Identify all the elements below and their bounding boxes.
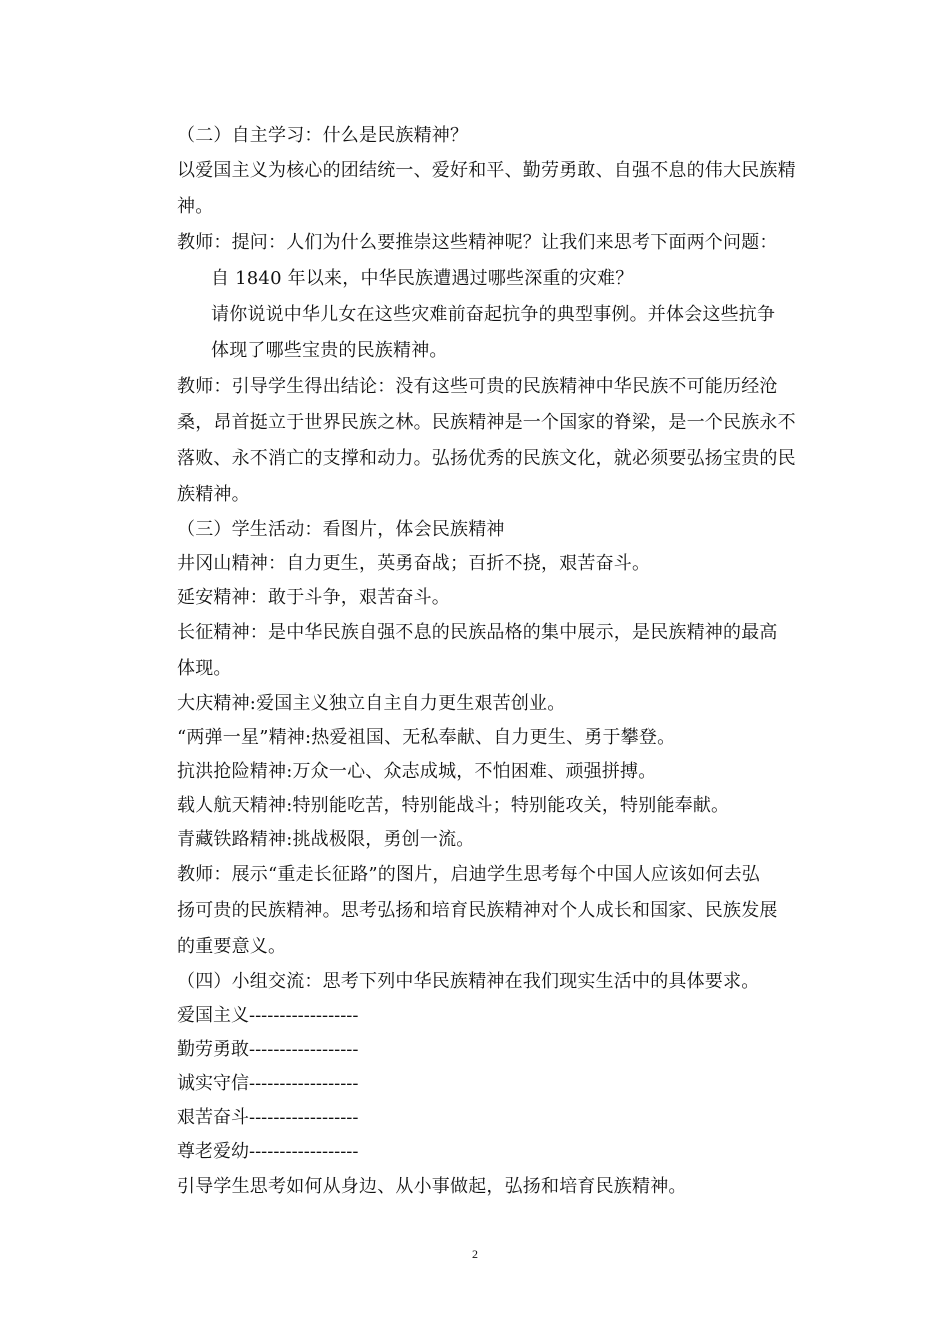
spirit-item: “两弹一星”精神:热爱祖国、无私奉献、自力更生、勇于攀登。 — [177, 727, 676, 748]
spirit-item: 延安精神：敢于斗争，艰苦奋斗。 — [177, 587, 450, 608]
spirit-item: 井冈山精神：自力更生，英勇奋战；百折不挠，艰苦奋斗。 — [177, 553, 651, 574]
fill-in-item: 爱国主义------------------ — [177, 1005, 359, 1026]
spirit-item: 载人航天精神:特别能吃苦，特别能战斗；特别能攻关，特别能奉献。 — [177, 795, 730, 816]
question-item: 体现了哪些宝贵的民族精神。 — [211, 340, 448, 361]
paragraph-line: 引导学生思考如何从身边、从小事做起，弘扬和培育民族精神。 — [177, 1176, 687, 1197]
spirit-item: 抗洪抢险精神:万众一心、众志成城，不怕困难、顽强拼搏。 — [177, 761, 657, 782]
paragraph-line: 教师：引导学生得出结论：没有这些可贵的民族精神中华民族不可能历经沧 — [177, 376, 778, 397]
paragraph-line: 族精神。 — [177, 484, 250, 505]
paragraph-line: 教师：展示“重走长征路”的图片，启迪学生思考每个中国人应该如何去弘 — [177, 864, 761, 885]
spirit-item: 青藏铁路精神:挑战极限，勇创一流。 — [177, 829, 475, 850]
fill-in-item: 勤劳勇敢------------------ — [177, 1039, 359, 1060]
spirit-item: 体现。 — [177, 658, 232, 679]
document-body — [177, 119, 817, 1205]
paragraph-line: 的重要意义。 — [177, 936, 287, 957]
spirit-item: 长征精神：是中华民族自强不息的民族品格的集中展示，是民族精神的最高 — [177, 622, 778, 643]
question-item: 自 1840 年以来，中华民族遭遇过哪些深重的灾难？ — [211, 268, 634, 289]
section-heading: （二）自主学习：什么是民族精神？ — [177, 125, 469, 146]
paragraph-line: 以爱国主义为核心的团结统一、爱好和平、勤劳勇敢、自强不息的伟大民族精 — [177, 160, 796, 181]
fill-in-item: 艰苦奋斗------------------ — [177, 1107, 359, 1128]
paragraph-line: 神。 — [177, 196, 214, 217]
page-number: 2 — [472, 1247, 478, 1261]
fill-in-item: 诚实守信------------------ — [177, 1073, 359, 1094]
fill-in-item: 尊老爱幼------------------ — [177, 1141, 359, 1162]
question-item: 请你说说中华儿女在这些灾难前奋起抗争的典型事例。并体会这些抗争 — [211, 304, 776, 325]
section-heading: （四）小组交流：思考下列中华民族精神在我们现实生活中的具体要求。 — [177, 971, 760, 992]
section-heading: （三）学生活动：看图片，体会民族精神 — [177, 519, 505, 540]
paragraph-line: 教师：提问：人们为什么要推崇这些精神呢？让我们来思考下面两个问题： — [177, 232, 778, 253]
paragraph-line: 桑，昂首挺立于世界民族之林。民族精神是一个国家的脊梁，是一个民族永不 — [177, 412, 796, 433]
spirit-item: 大庆精神:爱国主义独立自主自力更生艰苦创业。 — [177, 693, 566, 714]
paragraph-line: 扬可贵的民族精神。思考弘扬和培育民族精神对个人成长和国家、民族发展 — [177, 900, 778, 921]
paragraph-line: 落败、永不消亡的支撑和动力。弘扬优秀的民族文化，就必须要弘扬宝贵的民 — [177, 448, 796, 469]
